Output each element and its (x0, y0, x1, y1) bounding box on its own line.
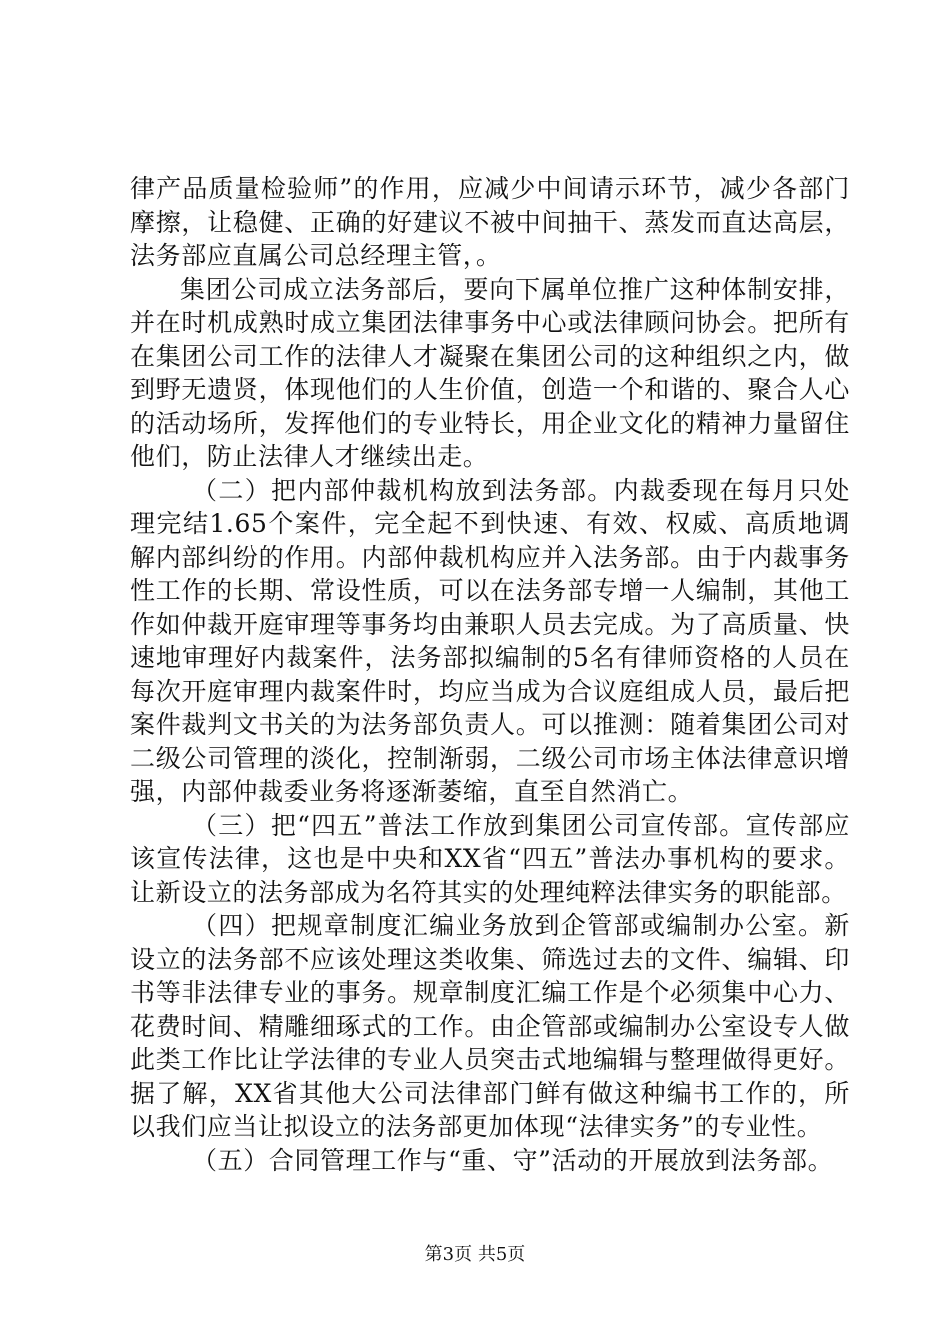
paragraph-group-legal-dept: 集团公司成立法务部后，要向下属单位推广这种体制安排，并在时机成熟时成立集团法律事务中心或法律顾问协会。把所有在集团公司工作的法律人才凝聚在集团公司的这种组织之内，做到野无遗贤，体现他们的人生价值，创造一个和谐的、聚合人心的活动场所，发挥他们的专业特长，用企业文化的精神力量留住他们，防止法律人才继续出走。 (130, 274, 850, 471)
paragraph-section-3: （三）把“四五”普法工作放到集团公司宣传部。宣传部应该宣传法律，这也是中央和XX省“四五”普法办事机构的要求。让新设立的法务部成为名符其实的处理纯粹法律实务的职能部。 (130, 810, 850, 907)
paragraph-section-5: （五）合同管理工作与“重、守”活动的开展放到法务部。 (192, 1145, 834, 1175)
document-body (130, 172, 850, 1177)
paragraph-section-4: （四）把规章制度汇编业务放到企管部或编制办公室。新设立的法务部不应该处理这类收集、筛选过去的文件、编辑、印书等非法律专业的事务。规章制度汇编工作是个必须集中心力、花费时间、精雕细琢式的工作。由企管部或编制办公室设专人做此类工作比让学法律的专业人员突击式地编辑与整理做得更好。据了解，XX省其他大公司法律部门鲜有做这种编书工作的，所以我们应当让拟设立的法务部更加体现“法律实务”的专业性。 (130, 911, 850, 1141)
page-number-footer: 第3页 共5页 (424, 1244, 526, 1265)
paragraph-continuation: 律产品质量检验师”的作用，应减少中间请示环节，减少各部门摩擦，让稳健、正确的好建议不被中间抽干、蒸发而直达高层，法务部应直属公司总经理主管，。 (130, 174, 850, 270)
paragraph-section-2: （二）把内部仲裁机构放到法务部。内裁委现在每月只处理完结1.65个案件，完全起不到快速、有效、权威、高质地调解内部纠纷的作用。内部仲裁机构应并入法务部。由于内裁事务性工作的长期、常设性质，可以在法务部专增一人编制，其他工作如仲裁开庭审理等事务均由兼职人员去完成。为了高质量、快速地审理好内裁案件，法务部拟编制的5名有律师资格的人员在每次开庭审理内裁案件时，均应当成为合议庭组成人员，最后把案件裁判文书关的为法务部负责人。可以推测：随着集团公司对二级公司管理的淡化，控制渐弱，二级公司市场主体法律意识增强，内部仲裁委业务将逐渐萎缩，直至自然消亡。 (130, 475, 850, 806)
